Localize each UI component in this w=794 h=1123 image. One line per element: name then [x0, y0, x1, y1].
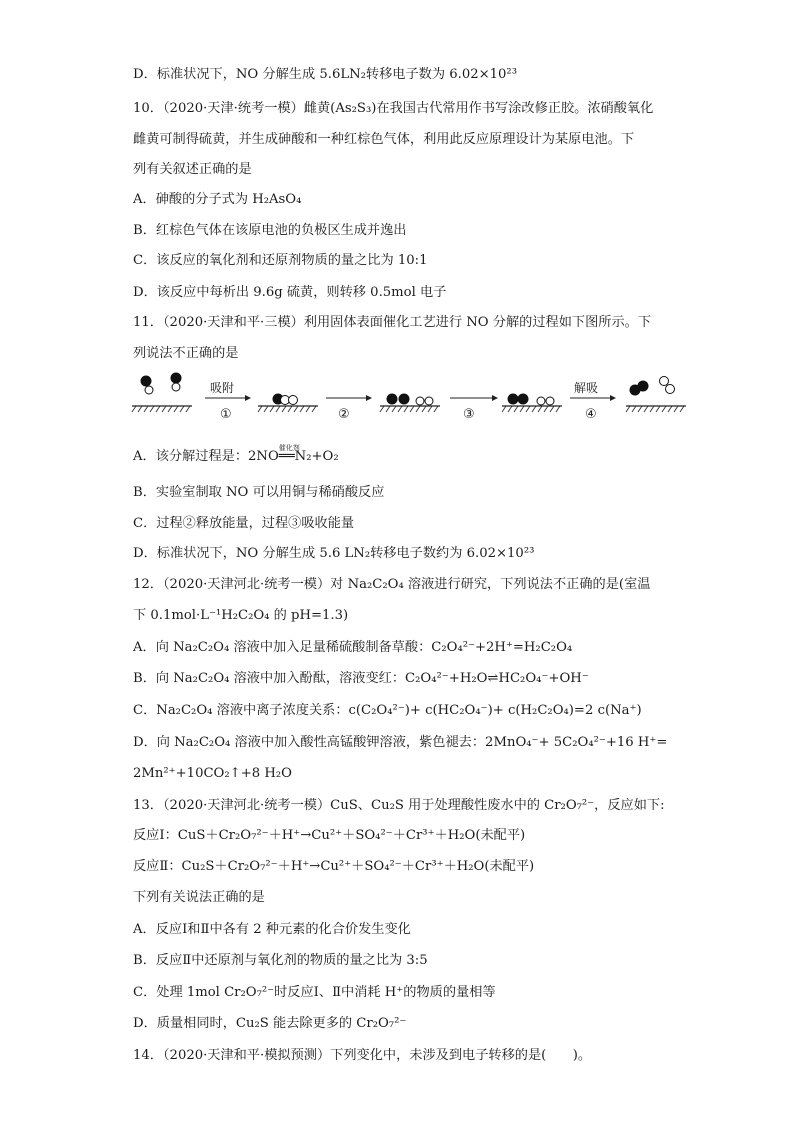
option-a: A．砷酸的分子式为 H₂AsO₄ — [133, 192, 302, 207]
option-b: B．向 Na₂C₂O₄ 溶液中加入酚酞，溶液变红：C₂O₄²⁻+H₂O⇌HC₂O₄⁻+OH⁻ — [133, 671, 589, 686]
option-b: B．实验室制取 NO 可以用铜与稀硝酸反应 — [133, 485, 385, 500]
text-line: 列说法不正确的是 — [133, 346, 239, 361]
question-10-stem: 10．（2020·天津·统考一模）雌黄(As₂S₃)在我国古代常用作书写涂改修正胶。浓硝酸氧化 — [133, 101, 654, 116]
option-c: C．处理 1mol Cr₂O₇²⁻时反应Ⅰ、Ⅱ中消耗 H⁺的物质的量相等 — [133, 985, 496, 1000]
option-a: A．反应Ⅰ和Ⅱ中各有 2 种元素的化合价发生变化 — [133, 922, 411, 937]
question-13-stem: 13．（2020·天津河北·统考一模）CuS、Cu₂S 用于处理酸性废水中的 Cr₂O₇²⁻，反应如下: — [133, 798, 665, 813]
step-2-label: ② — [338, 407, 350, 422]
reaction-2: 反应Ⅱ：Cu₂S＋Cr₂O₇²⁻＋H⁺→Cu²⁺＋SO₄²⁻＋Cr³⁺＋H₂O(未配平) — [133, 859, 535, 874]
desorb-label: 解吸 — [574, 381, 599, 395]
step-3-label: ③ — [463, 407, 475, 422]
surface-3 — [380, 394, 440, 413]
option-d: D．标准状况下，NO 分解生成 5.6 LN₂转移电子数约为 6.02×10²³ — [133, 546, 535, 561]
text-line: 下 0.1mol·L⁻¹H₂C₂O₄ 的 pH=1.3) — [133, 608, 349, 623]
adsorb-label: 吸附 — [210, 381, 235, 395]
option-c: C．过程②释放能量，过程③吸收能量 — [133, 516, 355, 531]
catalyst-arrow: 催化剂 ══ — [279, 447, 295, 467]
option-a: A．向 Na₂C₂O₄ 溶液中加入足量稀硫酸制备草酸：C₂O₄²⁻+2H⁺=H₂C₂O₄ — [133, 640, 573, 655]
text-line: 雌黄可制得硫黄，并生成砷酸和一种红棕色气体，利用此反应原理设计为某原电池。下 — [133, 132, 635, 147]
option-a-products: N₂+O₂ — [294, 449, 339, 464]
step-4-label: ④ — [585, 407, 597, 422]
text-line: 列有关叙述正确的是 — [133, 162, 252, 177]
option-d: D．质量相同时，Cu₂S 能去除更多的 Cr₂O₇²⁻ — [133, 1016, 407, 1031]
option-d: D．该反应中每析出 9.6g 硫黄，则转移 0.5mol 电子 — [133, 285, 447, 300]
surface-5 — [626, 377, 686, 413]
text-line: D．标准状况下，NO 分解生成 5.6LN₂转移电子数为 6.02×10²³ — [133, 67, 518, 82]
arrow-step-3 — [450, 395, 498, 422]
surface-4 — [502, 394, 562, 413]
option-a-prefix: A．该分解过程是：2NO — [133, 449, 279, 464]
surface-2 — [258, 394, 318, 413]
question-12-stem: 12．（2020·天津河北·统考一模）对 Na₂C₂O₄ 溶液进行研究，下列说法不正确的是(室温 — [133, 577, 651, 592]
reaction-1: 反应Ⅰ：CuS＋Cr₂O₇²⁻＋H⁺→Cu²⁺＋SO₄²⁻＋Cr³⁺＋H₂O(未配平) — [133, 828, 526, 843]
surface-1 — [132, 373, 192, 413]
option-c: C．该反应的氧化剂和还原剂物质的量之比为 10:1 — [133, 253, 428, 268]
option-c: C．Na₂C₂O₄ 溶液中离子浓度关系：c(C₂O₄²⁻)+ c(HC₂O₄⁻)+ c(H₂C₂O₄)=2 c(Na⁺) — [133, 703, 642, 718]
text-line: 下列有关说法正确的是 — [133, 890, 265, 905]
option-b: B．反应Ⅱ中还原剂与氧化剂的物质的量之比为 3:5 — [133, 953, 428, 968]
step-1-label: ① — [220, 407, 232, 422]
text-line: 2Mn²⁺+10CO₂↑+8 H₂O — [133, 766, 292, 781]
question-14-stem: 14．（2020·天津和平·模拟预测）下列变化中，未涉及到电子转移的是( )。 — [133, 1048, 592, 1063]
arrow-adsorb — [205, 381, 251, 422]
option-d: D．向 Na₂C₂O₄ 溶液中加入酸性高锰酸钾溶液，紫色褪去：2MnO₄⁻+ 5C₂O₄²⁻+16 H⁺= — [133, 735, 668, 750]
catalysis-process-diagram — [130, 368, 700, 430]
arrow-step-2 — [326, 395, 372, 422]
option-b: B．红棕色气体在该原电池的负极区生成并逸出 — [133, 223, 407, 238]
arrow-desorb — [570, 381, 616, 422]
catalyst-label: 催化剂 — [278, 444, 300, 452]
question-11-stem: 11．（2020·天津和平·三模）利用固体表面催化工艺进行 NO 分解的过程如下图所示。下 — [133, 315, 652, 330]
option-a — [133, 444, 339, 467]
